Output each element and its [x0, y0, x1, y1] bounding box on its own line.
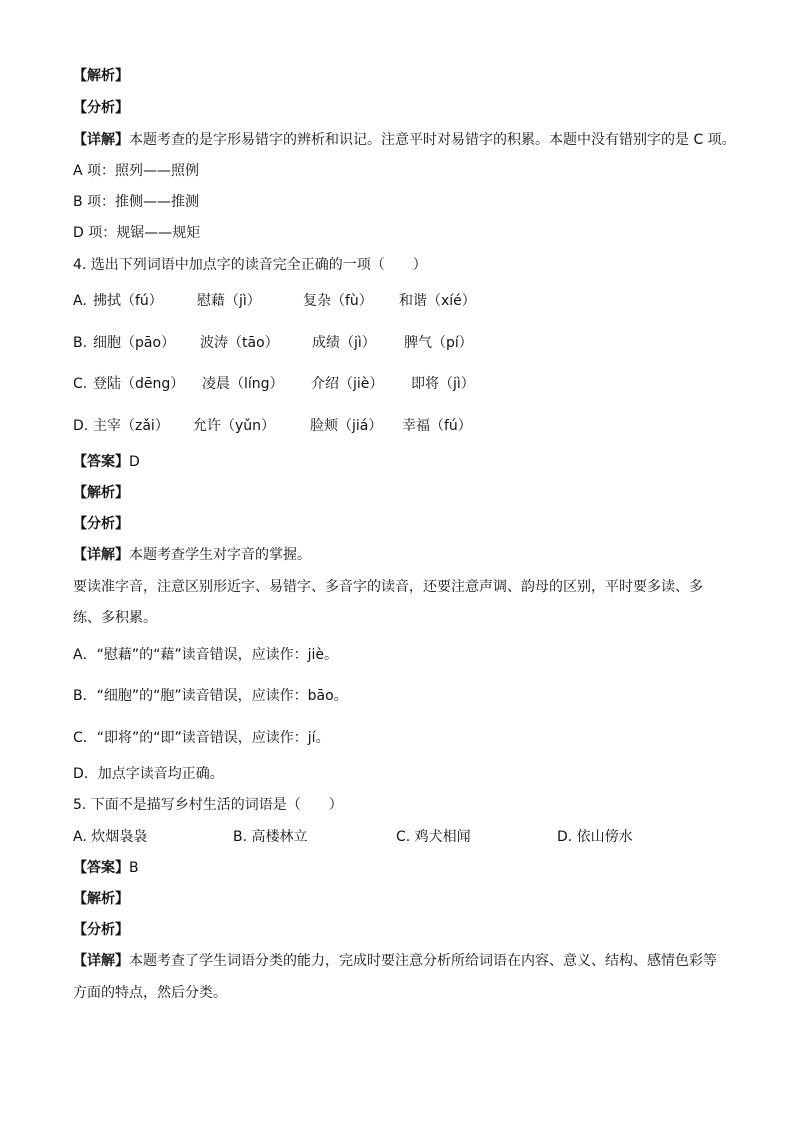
- q4-word: 和谐（xíé）: [399, 293, 476, 309]
- q5-fenxi-label: 【分析】: [73, 922, 129, 938]
- q4-paragraph-line1: 要读准字音，注意区别形近字、易错字、多音字的读音，还要注意声调、韵母的区别，平时要多读、多: [73, 579, 703, 595]
- q4-word: 波涛（tāo）: [200, 335, 279, 351]
- q4-word: 主宰（zǎi）: [93, 418, 169, 434]
- q3-xiangjie-text: 本题考查的是字形易错字的辨析和识记。注意平时对易错字的积累。本题中没有错别字的是 C 项。: [129, 132, 736, 148]
- q4-option-letter: C.: [73, 376, 88, 392]
- q4-word: 成绩（jì）: [312, 335, 376, 351]
- q4-word: 允许（yǔn）: [193, 418, 276, 434]
- q4-xiangjie-label: 【详解】: [73, 547, 129, 563]
- q5-option-c: C. 鸡犬相闻: [396, 829, 471, 845]
- q3-jiexi-label: 【解析】: [73, 68, 129, 84]
- q5-jiexi-label: 【解析】: [73, 891, 129, 907]
- q4-note-d: D．加点字读音均正确。: [73, 766, 224, 782]
- q4-stem: 4. 选出下列词语中加点字的读音完全正确的一项（ ）: [73, 257, 427, 273]
- q4-xiangjie-text: 本题考查学生对字音的掌握。: [129, 547, 311, 563]
- q3-item-b: B 项：推侧——推测: [73, 194, 200, 210]
- q5-xiangjie-line2: 方面的特点，然后分类。: [73, 985, 227, 1001]
- q4-word: 拂拭（fú）: [93, 293, 163, 309]
- q4-word: 脾气（pí）: [404, 335, 473, 351]
- q4-fenxi-label: 【分析】: [73, 516, 129, 532]
- q4-word: 凌晨（líng）: [202, 376, 284, 392]
- q5-option-a: A. 炊烟袅袅: [73, 829, 148, 845]
- q5-option-b: B. 高楼林立: [233, 829, 308, 845]
- q5-xiangjie-text: 本题考查了学生词语分类的能力，完成时要注意分析所给词语在内容、意义、结构、感情色彩等: [129, 953, 717, 969]
- q5-xiangjie: [73, 952, 717, 970]
- q4-xiangjie: [73, 546, 311, 564]
- q5-answer: [73, 859, 139, 877]
- q5-options: [73, 828, 733, 846]
- q5-answer-label: 【答案】: [73, 860, 129, 876]
- q4-word: 慰藉（jì）: [197, 293, 261, 309]
- q4-answer-label: 【答案】: [73, 454, 129, 470]
- q4-answer-value: D: [129, 454, 140, 470]
- q4-option-b: [73, 334, 733, 352]
- q4-option-letter: D.: [73, 418, 89, 434]
- q5-stem: 5. 下面不是描写乡村生活的词语是（ ）: [73, 797, 343, 813]
- q4-option-c: [73, 375, 733, 393]
- q3-fenxi-label: 【分析】: [73, 100, 129, 116]
- q3-item-d: D 项：规锯——规矩: [73, 225, 201, 241]
- q3-item-a: A 项：照列——照例: [73, 163, 200, 179]
- q4-option-letter: A.: [73, 293, 87, 309]
- q4-word: 即将（jì）: [411, 376, 475, 392]
- q4-word: 介绍（jiè）: [311, 376, 384, 392]
- q4-option-d: [73, 417, 733, 435]
- q4-answer: [73, 453, 140, 471]
- q4-word: 复杂（fù）: [303, 293, 373, 309]
- q5-option-d: D. 依山傍水: [557, 829, 633, 845]
- q4-note-a: A．“慰藉”的“藉”读音错误，应读作：jiè。: [73, 647, 338, 663]
- q4-word: 脸颊（jiá）: [310, 418, 383, 434]
- q4-word: 登陆（dēng）: [93, 376, 185, 392]
- q4-option-letter: B.: [73, 335, 88, 351]
- q5-xiangjie-label: 【详解】: [73, 953, 129, 969]
- q4-word: 细胞（pāo）: [93, 335, 176, 351]
- q4-paragraph-line2: 练、多积累。: [73, 610, 157, 626]
- q4-option-a: [73, 292, 733, 310]
- q3-xiangjie-label: 【详解】: [73, 132, 129, 148]
- q4-note-c: C．“即将”的“即”读音错误，应读作：jí。: [73, 730, 330, 746]
- q4-note-b: B．“细胞”的“胞”读音错误，应读作：bāo。: [73, 688, 348, 704]
- q5-answer-value: B: [129, 860, 139, 876]
- q4-word: 幸福（fú）: [402, 418, 472, 434]
- q3-xiangjie: [73, 131, 736, 149]
- q4-jiexi-label: 【解析】: [73, 485, 129, 501]
